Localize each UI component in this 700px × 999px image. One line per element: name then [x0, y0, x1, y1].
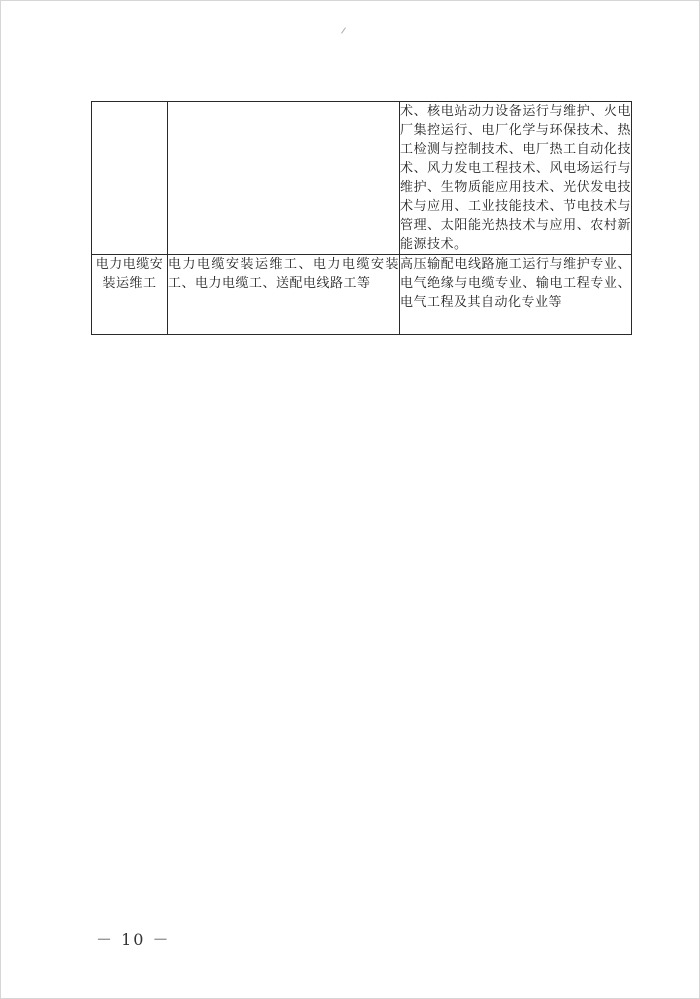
majors-cell: 高压输配电线路施工运行与维护专业、电气绝缘与电缆专业、输电工程专业、电气工程及其自动化专业等: [400, 255, 632, 335]
scan-mark: [341, 27, 346, 33]
occupation-table: [91, 101, 632, 335]
majors-cell-continued: 术、核电站动力设备运行与维护、火电厂集控运行、电厂化学与环保技术、热工检测与控制技术、电厂热工自动化技术、风力发电工程技术、风电场运行与维护、生物质能应用技术、光伏发电技术与应用、工业技能技术、节电技术与管理、太阳能光热技术与应用、农村新能源技术。: [400, 102, 632, 255]
job-types-cell: 电力电缆安装运维工、电力电缆安装工、电力电缆工、送配电线路工等: [168, 255, 400, 335]
page-number: － 10 －: [96, 930, 171, 949]
job-name-cell: 电力电缆安装运维工: [92, 255, 168, 335]
table-row-continuation: [92, 102, 632, 255]
table-row: [92, 255, 632, 335]
job-types-cell-empty: [168, 102, 400, 255]
job-name-cell-empty: [92, 102, 168, 255]
